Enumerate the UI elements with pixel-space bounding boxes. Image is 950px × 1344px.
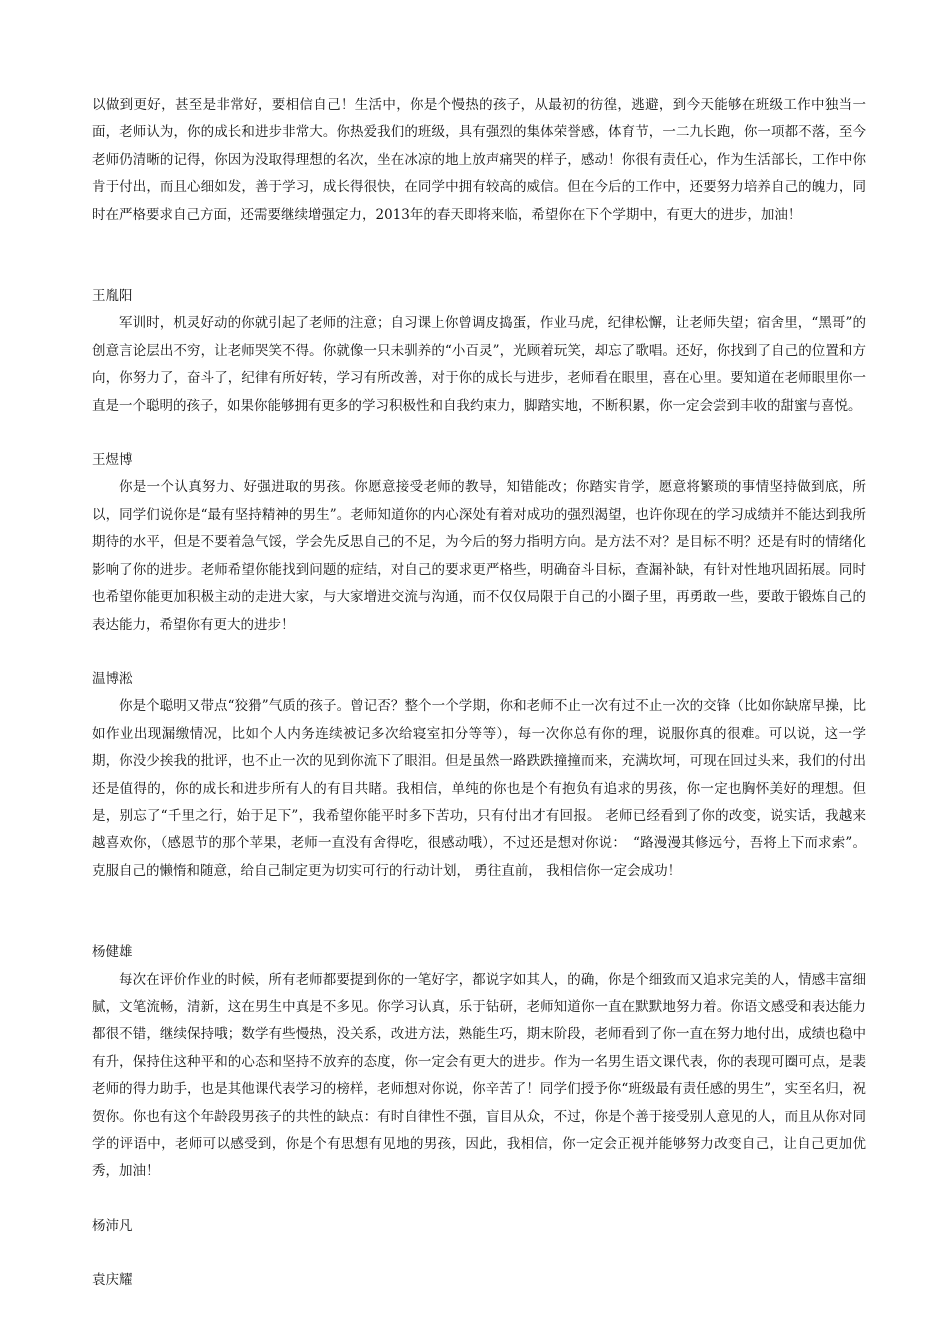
student-name: 王煜博 — [92, 452, 133, 469]
student-comment: 军训时，机灵好动的你就引起了老师的注意；自习课上你曾调皮捣蛋，作业马虎，纪律松懈，让老师失望；宿舍里，“黑哥”的创意言论层出不穷，让老师哭笑不得。你就像一只未驯养的“小百灵”，光顾着玩笑，却忘了歌唱。还好，你找到了自己的位置和方向，你努力了，奋斗了，纪律有所好转，学习有所改善，对于你的成长与进步，老师看在眼里，喜在心里。要知道在老师眼里你一直是一个聪明的孩子，如果你能够拥有更多的学习积极性和自我约束力，脚踏实地，不断积累，你一定会尝到丰收的甜蜜与喜悦。 — [92, 315, 866, 414]
student-name: 杨沛凡 — [92, 1217, 133, 1234]
student-name: 温博淞 — [92, 670, 133, 687]
student-comment: 你是一个认真努力、好强进取的男孩。你愿意接受老师的教导，知错能改；你踏实肯学，愿意将繁琐的事情坚持做到底，所以，同学们说你是“最有坚持精神的男生”。老师知道你的内心深处有着对成功的强烈渴望，也许你现在的学习成绩并不能达到我所期待的水平，但是不要着急气馁，学会先反思自己的不足，为今后的努力指明方向。是方法不对？是目标不明？还是有时的情绪化影响了你的进步。老师希望你能找到问题的症结，对自己的要求更严格些，明确奋斗目标，查漏补缺，有针对性地巩固拓展。同时也希望你能更加积极主动的走进大家，与大家增进交流与沟通，而不仅仅局限于自己的小圈子里，再勇敢一些，要敢于锻炼自己的表达能力，希望你有更大的进步！ — [92, 479, 866, 633]
student-comment: 每次在评价作业的时候，所有老师都要提到你的一笔好字，都说字如其人，的确，你是个细致而又追求完美的人，情感丰富细腻，文笔流畅，清新，这在男生中真是不多见。你学习认真，乐于钻研，老师知道你一直在默默地努力着。你语文感受和表达能力都很不错，继续保持哦；数学有些慢热，没关系，改进方法，熟能生巧，期末阶段，老师看到了你一直在努力地付出，成绩也稳中有升，保持住这种平和的心态和坚持不放弃的态度，你一定会有更大的进步。作为一名男生语文课代表，你的表现可圈可点，是裴老师的得力助手，也是其他课代表学习的榜样，老师想对你说，你辛苦了！同学们授予你“班级最有责任感的男生”，实至名归，祝贺你。你也有这个年龄段男孩子的共性的缺点：有时自律性不强，盲目从众，不过，你是个善于接受别人意见的人，而且从你对同学的评语中，老师可以感受到，你是个有思想有见地的男孩，因此，我相信，你一定会正视并能够努力改变自己，让自己更加优秀，加油！ — [92, 971, 866, 1180]
student-name: 袁庆耀 — [92, 1272, 133, 1289]
student-name: 王胤阳 — [92, 288, 133, 305]
student-name: 杨健雄 — [92, 944, 133, 961]
document-page — [92, 92, 866, 1295]
student-comment: 你是个聪明又带点“狡猾”气质的孩子。曾记否？整个一个学期，你和老师不止一次有过不止一次的交锋（比如你缺席早操，比如作业出现漏缴情况，比如个人内务连续被记多次给寝室扣分等等），每一次你总有你的理，说服你真的很难。可以说，这一学期，你没少挨我的批评，也不止一次的见到你流下了眼泪。但是虽然一路跌跌撞撞而来，充满坎坷，可现在回过头来，我们的付出还是值得的，你的成长和进步所有人的有目共睹。我相信，单纯的你也是个有抱负有追求的男孩，你一定也胸怀美好的理想。但是，别忘了“千里之行，始于足下”，我希望你能平时多下苦功，只有付出才有回报。 老师已经看到了你的改变，说实话，我越来越喜欢你，（感恩节的那个苹果，老师一直没有舍得吃，很感动哦），不过还是想对你说： “路漫漫其修远兮，吾将上下而求索”。克服自己的懒惰和随意，给自己制定更为切实可行的行动计划， 勇往直前， 我相信你一定会成功！ — [92, 698, 866, 879]
intro-paragraph: 以做到更好，甚至是非常好，要相信自己！生活中，你是个慢热的孩子，从最初的彷徨，逃避，到今天能够在班级工作中独当一面，老师认为，你的成长和进步非常大。你热爱我们的班级，具有强烈的集体荣誉感，体育节，一二九长跑，你一项都不落，至今老师仍清晰的记得，你因为没取得理想的名次，坐在冰凉的地上放声痛哭的样子，感动！你很有责任心，作为生活部长，工作中你肯于付出，而且心细如发，善于学习，成长得很快，在同学中拥有较高的威信。但在今后的工作中，还要努力培养自己的魄力，同时在严格要求自己方面，还需要继续增强定力，2013年的春天即将来临，希望你在下个学期中，有更大的进步，加油！ — [92, 97, 866, 223]
